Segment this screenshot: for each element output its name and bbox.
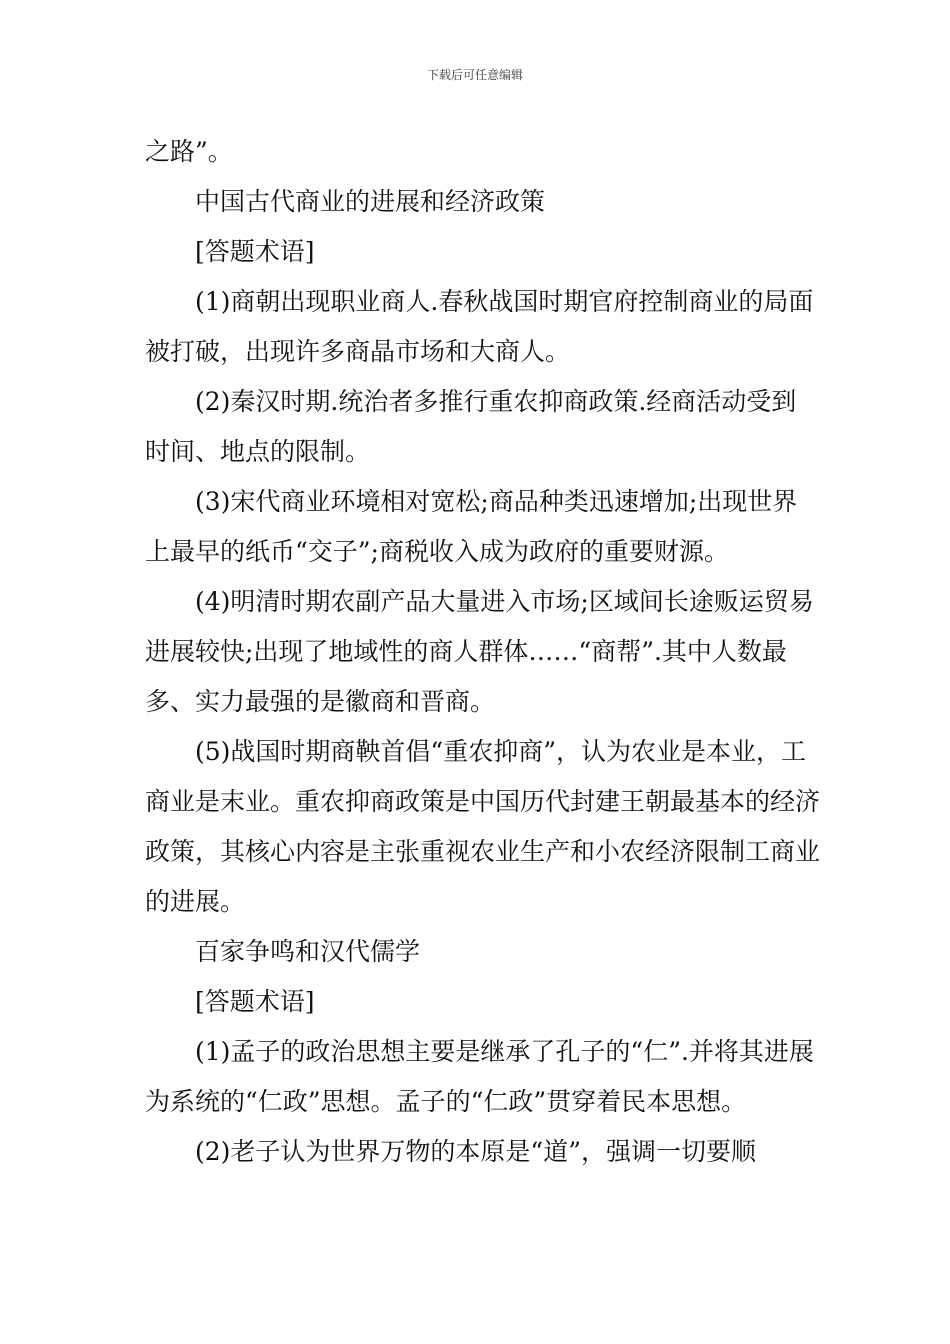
paragraph-continuation: 之路”。 <box>145 137 233 166</box>
document-body <box>145 127 820 1177</box>
page-header-note: 下载后可任意编辑 <box>426 68 523 82</box>
section-heading-commerce: 中国古代商业的进展和经济政策 <box>195 187 546 216</box>
paragraph-item: (3)宋代商业环境相对宽松;商品种类迅速增加;出现世界上最早的纸币“交子”;商税收入成为政府的重要财源。 <box>145 487 798 566</box>
paragraph-item: (1)孟子的政治思想主要是继承了孔子的“仁”.并将其进展为系统的“仁政”思想。孟子的“仁政”贯穿着民本思想。 <box>145 1037 814 1116</box>
paragraph-item: (4)明清时期农副产品大量进入市场;区域间长途贩运贸易进展较快;出现了地域性的商人群体……“商帮”.其中人数最多、实力最强的是徽商和晋商。 <box>145 587 814 716</box>
paragraph-item: (2)老子认为世界万物的本原是“道”，强调一切要顺 <box>195 1137 756 1166</box>
answer-terms-label: [答题术语] <box>195 987 315 1016</box>
answer-terms-label: [答题术语] <box>195 237 315 266</box>
paragraph-item: (2)秦汉时期.统治者多推行重农抑商政策.经商活动受到时间、地点的限制。 <box>145 387 797 466</box>
paragraph-item: (5)战国时期商鞅首倡“重农抑商”，认为农业是本业，工商业是末业。重农抑商政策是中国历代封建王朝最基本的经济政策，其核心内容是主张重视农业生产和小农经济限制工商业的进展。 <box>145 737 821 916</box>
section-heading-philosophy: 百家争鸣和汉代儒学 <box>195 937 421 966</box>
paragraph-item: (1)商朝出现职业商人.春秋战国时期官府控制商业的局面被打破，出现许多商晶市场和大商人。 <box>145 287 814 366</box>
